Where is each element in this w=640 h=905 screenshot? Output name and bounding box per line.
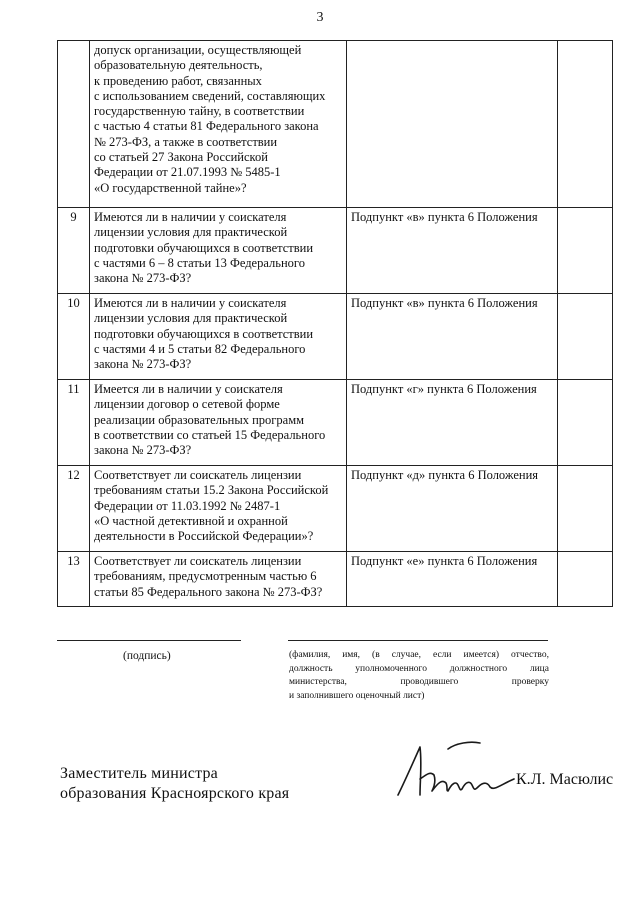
question-line: с использованием сведений, составляющих xyxy=(94,88,326,103)
table-row xyxy=(58,208,613,294)
question-line: к проведению работ, связанных xyxy=(94,73,262,88)
question-line: лицензии условия для практической xyxy=(94,225,288,240)
fio-caption-word: уполномоченного xyxy=(355,663,427,674)
answer-cell xyxy=(558,380,613,466)
fio-caption-word: министерства, xyxy=(289,677,347,687)
signature-line xyxy=(57,640,241,641)
handwritten-signature xyxy=(390,735,520,805)
question-line: статьи 85 Федерального закона № 273-ФЗ? xyxy=(94,584,323,599)
question-cell xyxy=(90,552,347,607)
question-cell xyxy=(90,41,347,208)
question-line: допуск организации, осуществляющей xyxy=(94,43,302,57)
table-row xyxy=(58,552,613,607)
question-line: «О государственной тайне»? xyxy=(94,180,247,195)
fio-caption-line xyxy=(289,676,549,690)
row-number xyxy=(58,41,90,208)
table-row xyxy=(58,380,613,466)
question-line: со статьей 27 Закона Российской xyxy=(94,150,268,165)
fio-caption xyxy=(289,649,549,703)
question-line: закона № 273-ФЗ? xyxy=(94,357,192,372)
question-line: с частями 6 – 8 статьи 13 Федерального xyxy=(94,255,305,270)
reference-cell: Подпункт «в» пункта 6 Положения xyxy=(347,208,558,294)
table-row xyxy=(58,294,613,380)
fio-caption-line: и заполнившего оценочный лист) xyxy=(289,690,425,701)
fio-line xyxy=(288,640,548,641)
page-number: 3 xyxy=(316,10,324,25)
question-line: в соответствии со статьей 15 Федерального xyxy=(94,427,326,442)
question-cell xyxy=(90,380,347,466)
question-cell xyxy=(90,466,347,552)
position-line-2: образования Красноярского края xyxy=(60,785,290,802)
fio-caption-word: имя, xyxy=(342,650,361,660)
question-line: подготовки обучающихся в соответствии xyxy=(94,240,314,255)
table-row xyxy=(58,41,613,208)
question-line: с частями 4 и 5 статьи 82 Федерального xyxy=(94,341,306,356)
fio-caption-word: имеется) xyxy=(463,650,500,660)
question-line: с частью 4 статьи 81 Федерального закона xyxy=(94,119,319,134)
answer-cell xyxy=(558,41,613,208)
reference-cell: Подпункт «г» пункта 6 Положения xyxy=(347,380,558,466)
row-number: 11 xyxy=(58,380,90,466)
row-number: 10 xyxy=(58,294,90,380)
checklist-table xyxy=(57,40,613,607)
answer-cell xyxy=(558,552,613,607)
row-number: 12 xyxy=(58,466,90,552)
question-cell xyxy=(90,208,347,294)
question-line: требованиям, предусмотренным частью 6 xyxy=(94,569,317,584)
question-line: образовательную деятельность, xyxy=(94,58,263,73)
table-row xyxy=(58,466,613,552)
fio-caption-word: должностного xyxy=(449,663,508,674)
answer-cell xyxy=(558,208,613,294)
question-line: Имеется ли в наличии у соискателя xyxy=(94,382,283,396)
signature-caption: (подпись) xyxy=(123,650,171,662)
fio-caption-word: отчество, xyxy=(511,650,549,660)
answer-cell xyxy=(558,466,613,552)
question-line: Имеются ли в наличии у соискателя xyxy=(94,296,287,310)
question-line: подготовки обучающихся в соответствии xyxy=(94,326,314,341)
question-line: закона № 273-ФЗ? xyxy=(94,271,192,286)
position-line-1: Заместитель министра xyxy=(60,765,218,782)
question-line: требованиям статьи 15.2 Закона Российской xyxy=(94,483,329,498)
question-line: лицензии договор о сетевой форме xyxy=(94,397,280,412)
fio-caption-word: лица xyxy=(529,663,549,674)
fio-caption-word: (в xyxy=(372,650,380,660)
question-cell xyxy=(90,294,347,380)
fio-caption-word: проводившего xyxy=(400,677,459,687)
question-line: закона № 273-ФЗ? xyxy=(94,443,192,458)
question-line: государственную тайну, в соответствии xyxy=(94,104,305,119)
fio-caption-word: случае, xyxy=(391,650,421,660)
reference-cell xyxy=(347,41,558,208)
fio-caption-word: если xyxy=(433,650,452,660)
question-line: Федерации от 11.03.1992 № 2487-1 xyxy=(94,498,281,513)
question-line: Имеются ли в наличии у соискателя xyxy=(94,210,287,224)
answer-cell xyxy=(558,294,613,380)
row-number: 9 xyxy=(58,208,90,294)
question-line: № 273-ФЗ, а также в соответствии xyxy=(94,134,278,149)
fio-caption-word: (фамилия, xyxy=(289,650,331,660)
reference-cell: Подпункт «е» пункта 6 Положения xyxy=(347,552,558,607)
official-position xyxy=(60,764,289,804)
signer-name: К.Л. Масюлис xyxy=(516,771,614,788)
row-number: 13 xyxy=(58,552,90,607)
question-line: Соответствует ли соискатель лицензии xyxy=(94,554,302,568)
reference-cell: Подпункт «д» пункта 6 Положения xyxy=(347,466,558,552)
question-line: реализации образовательных программ xyxy=(94,412,305,427)
question-line: деятельности в Российской Федерации»? xyxy=(94,529,314,544)
question-line: Федерации от 21.07.1993 № 5485-1 xyxy=(94,165,281,180)
question-line: «О частной детективной и охранной xyxy=(94,513,288,528)
fio-caption-line xyxy=(289,663,549,677)
fio-caption-line xyxy=(289,649,549,663)
question-line: Соответствует ли соискатель лицензии xyxy=(94,468,302,482)
question-line: лицензии условия для практической xyxy=(94,311,288,326)
fio-caption-word: проверку xyxy=(511,677,549,687)
fio-caption-word: должность xyxy=(289,663,333,674)
reference-cell: Подпункт «в» пункта 6 Положения xyxy=(347,294,558,380)
